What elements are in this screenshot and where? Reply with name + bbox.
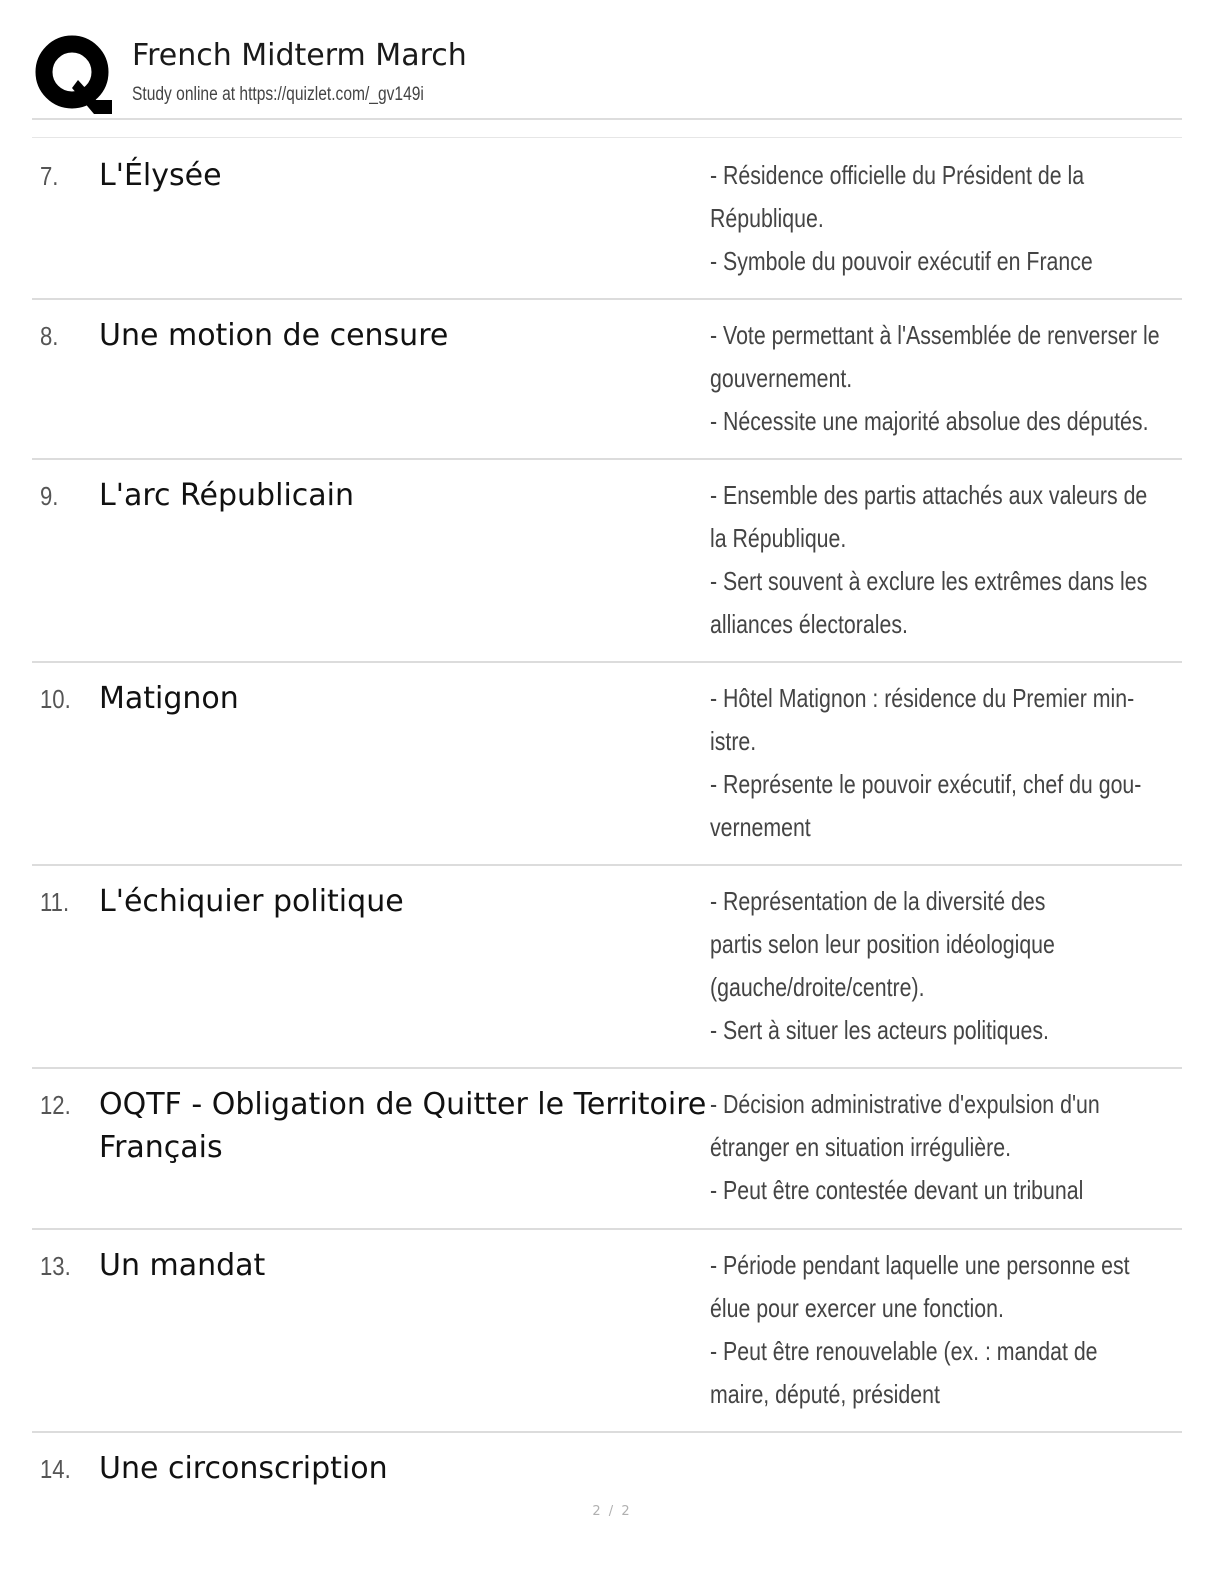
definition-line: - Peut être contestée devant un tribunal <box>710 1175 1084 1205</box>
definition-line: - Décision administrative d'expulsion d'un <box>710 1089 1100 1119</box>
card-definition <box>710 1083 1180 1212</box>
flashcard-row <box>32 460 1182 663</box>
card-definition <box>710 1244 1180 1416</box>
card-term: L'Élysée <box>99 158 222 193</box>
card-term: OQTF - Obligation de Quitter le Territoire Français <box>99 1087 707 1165</box>
card-definition <box>710 880 1180 1052</box>
card-number: 8. <box>40 321 59 351</box>
definition-line: istre. <box>710 726 757 756</box>
definition-line: - Période pendant laquelle une personne est <box>710 1250 1130 1280</box>
definition-line: maire, député, président <box>710 1379 940 1409</box>
quizlet-q-logo <box>34 34 114 114</box>
card-term: Un mandat <box>99 1248 266 1283</box>
definition-line: - Sert à situer les acteurs politiques. <box>710 1015 1049 1045</box>
definition-line: - Sert souvent à exclure les extrêmes dans les <box>710 566 1148 596</box>
flashcard-row <box>32 1069 1182 1230</box>
definition-line: - Symbole du pouvoir exécutif en France <box>710 246 1093 276</box>
page-number: 2 / 2 <box>592 1504 632 1519</box>
definition-line: - Ensemble des partis attachés aux valeurs de <box>710 480 1148 510</box>
card-number: 9. <box>40 481 59 511</box>
flashcard-row <box>32 663 1182 866</box>
card-term: L'échiquier politique <box>99 884 404 919</box>
definition-line: la République. <box>710 523 847 553</box>
definition-line: - Peut être renouvelable (ex. : mandat de <box>710 1336 1098 1366</box>
flashcard-row <box>32 1433 1182 1493</box>
document-title: French Midterm March <box>132 38 467 73</box>
card-term: Une motion de censure <box>99 318 449 353</box>
definition-line: vernement <box>710 812 811 842</box>
definition-line: République. <box>710 203 824 233</box>
definition-line: - Nécessite une majorité absolue des députés. <box>710 406 1149 436</box>
flashcard-row <box>32 1230 1182 1433</box>
card-number: 11. <box>40 887 70 917</box>
card-number: 14. <box>40 1454 71 1484</box>
definition-line: (gauche/droite/centre). <box>710 972 925 1002</box>
card-number: 13. <box>40 1251 71 1281</box>
card-definition <box>710 154 1180 283</box>
card-term: Une circonscription <box>99 1451 388 1486</box>
definition-line: - Représentation de la diversité des <box>710 886 1046 916</box>
card-number: 10. <box>40 684 71 714</box>
definition-line: partis selon leur position idéologique <box>710 929 1055 959</box>
card-number: 7. <box>40 161 59 191</box>
definition-line: - Représente le pouvoir exécutif, chef du gou- <box>710 769 1142 799</box>
study-online-link[interactable]: Study online at https://quizlet.com/_gv149i <box>132 84 424 105</box>
card-number: 12. <box>40 1090 71 1120</box>
definition-line: - Résidence officielle du Président de la <box>710 160 1085 190</box>
flashcard-row <box>32 140 1182 300</box>
definition-line: - Vote permettant à l'Assemblée de renverser le <box>710 320 1160 350</box>
page-header <box>32 30 1182 120</box>
definition-line: étranger en situation irrégulière. <box>710 1132 1012 1162</box>
flashcard-row <box>32 300 1182 460</box>
definition-line: alliances électorales. <box>710 609 908 639</box>
card-definition <box>710 677 1180 849</box>
card-definition <box>710 314 1180 443</box>
flashcard-row <box>32 866 1182 1069</box>
header-divider <box>32 137 1182 138</box>
definition-line: - Hôtel Matignon : résidence du Premier min- <box>710 683 1135 713</box>
card-term: Matignon <box>99 681 239 716</box>
definition-line: élue pour exercer une fonction. <box>710 1293 1004 1323</box>
definition-line: gouvernement. <box>710 363 853 393</box>
card-definition <box>710 474 1180 646</box>
card-term: L'arc Républicain <box>99 478 354 513</box>
